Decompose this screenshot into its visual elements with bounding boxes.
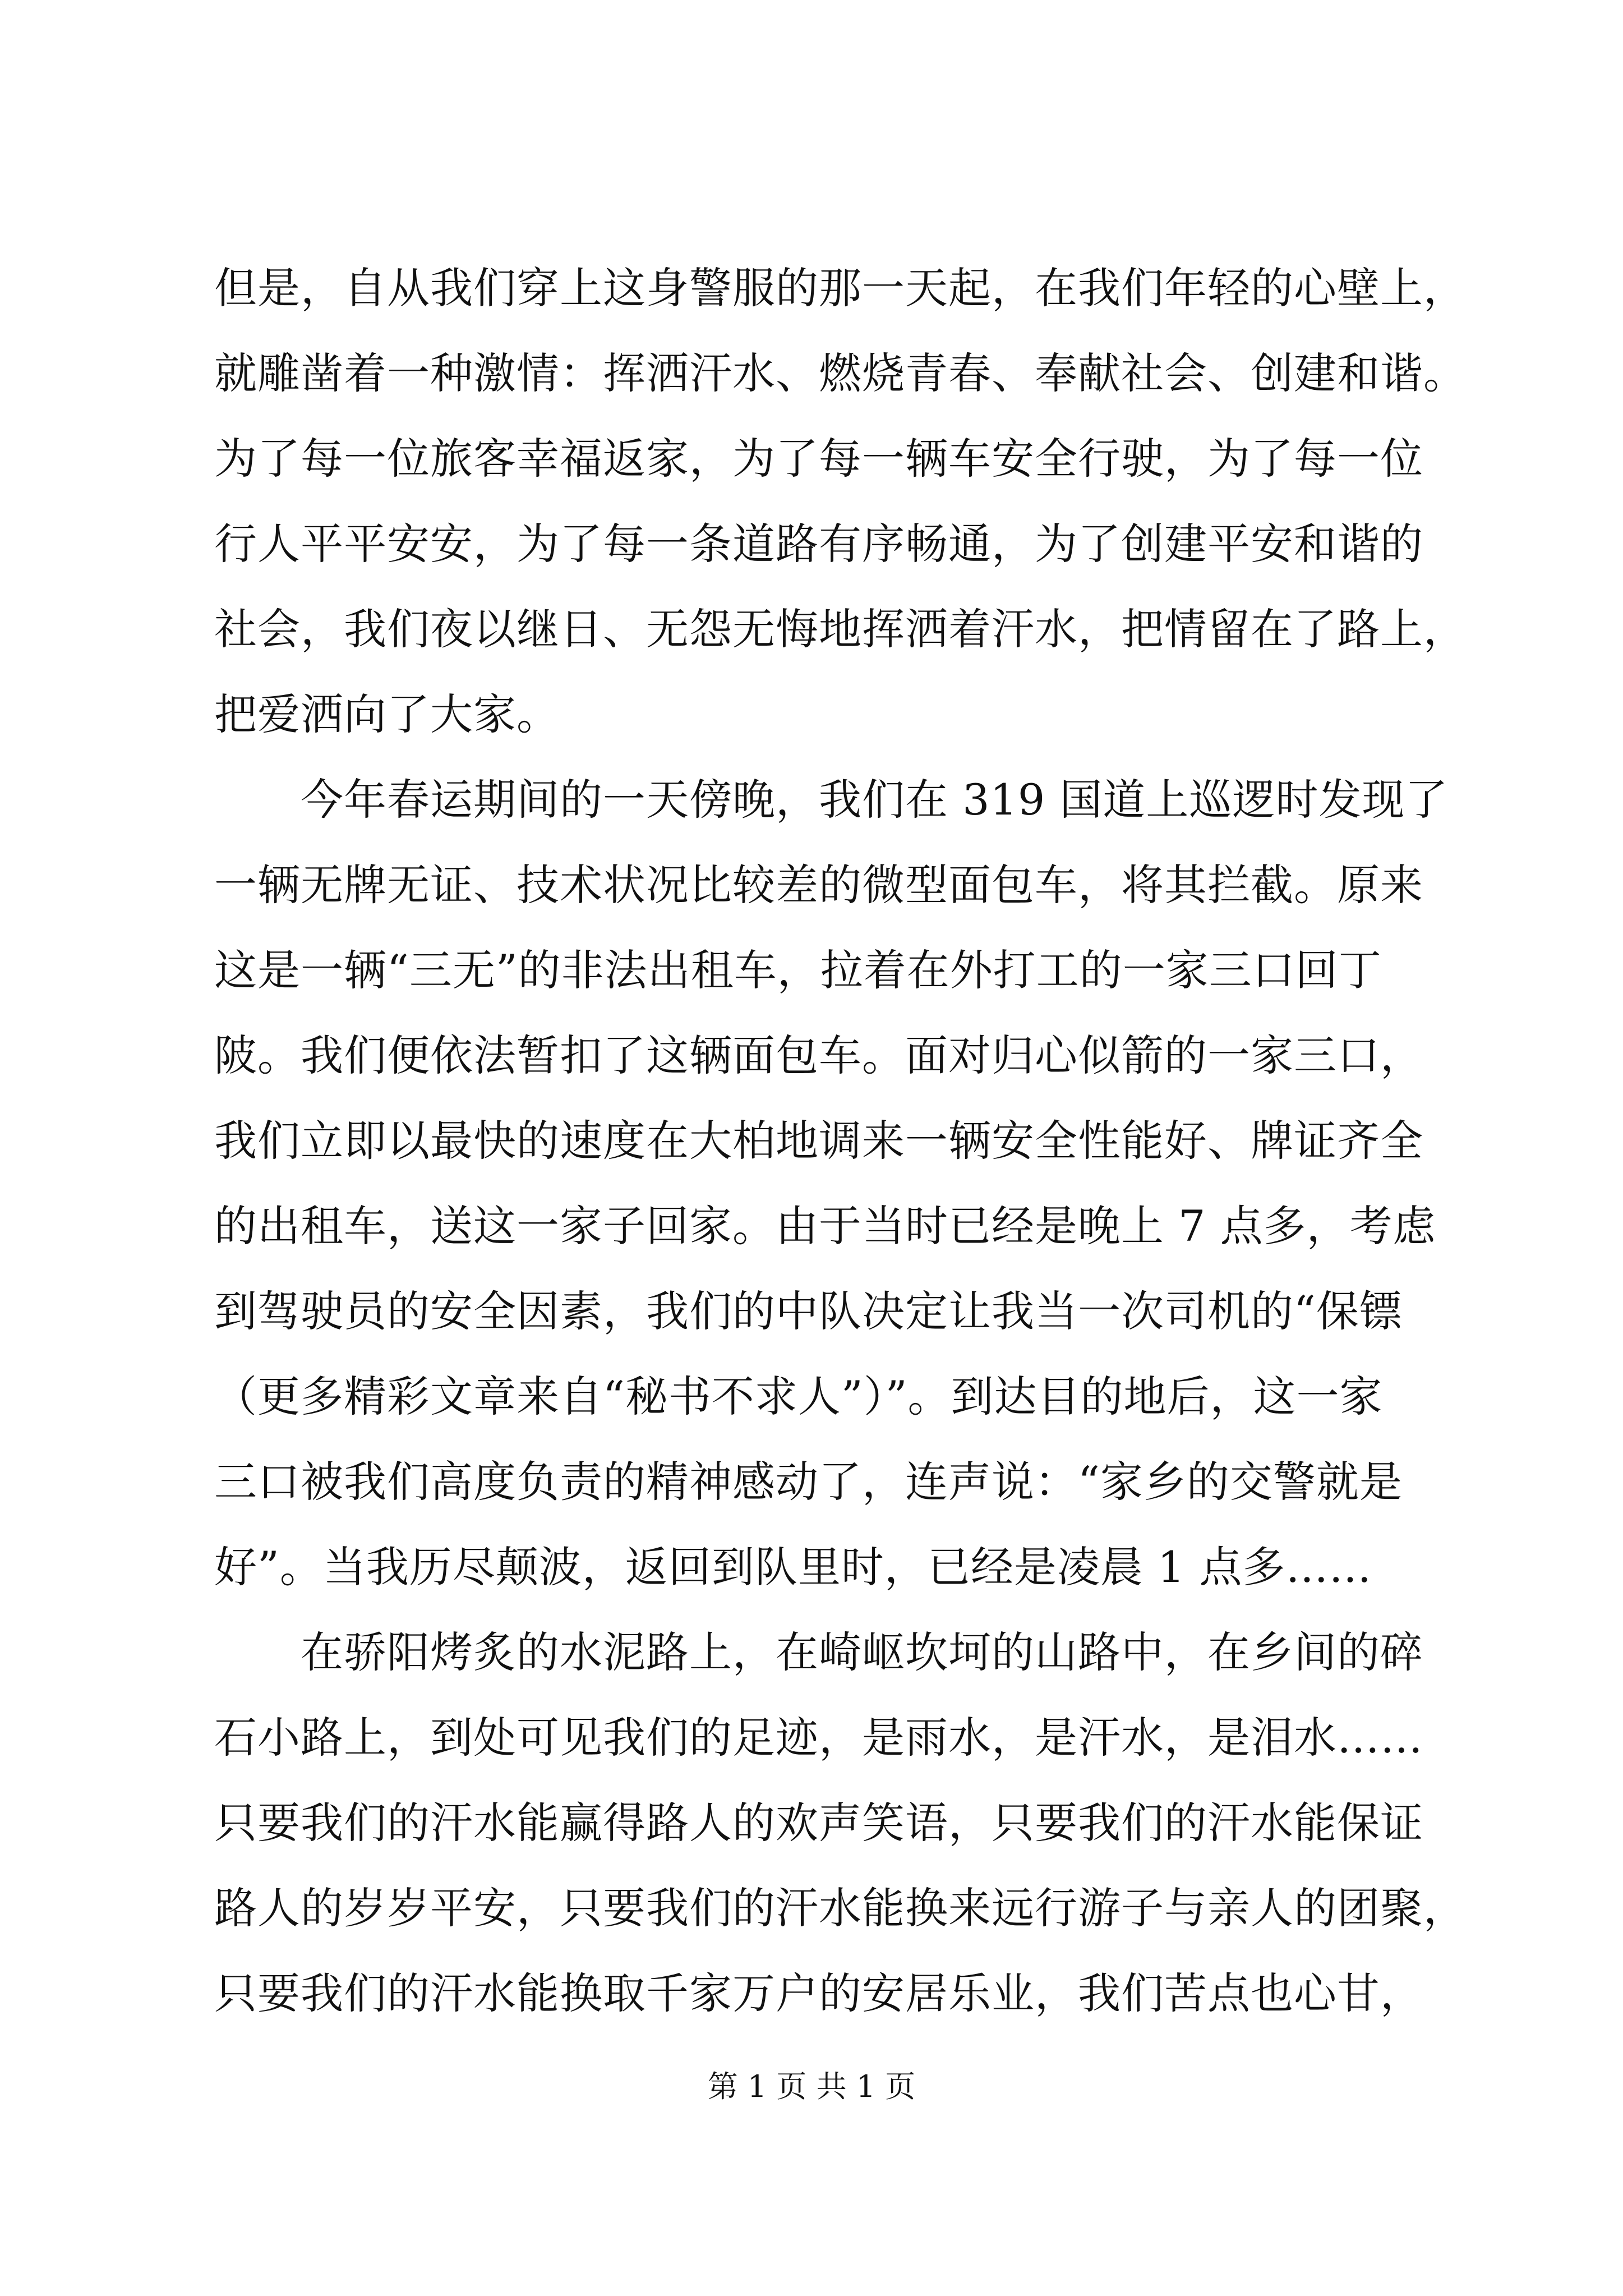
text-line: 只要我们的汗水能换取千家万户的安居乐业，我们苦点也心甘， <box>214 1968 1423 2018</box>
text-line: 就雕凿着一种激情：挥洒汗水、燃烧青春、奉献社会、创建和谐。 <box>214 348 1467 398</box>
text-line: 陂。我们便依法暂扣了这辆面包车。面对归心似箭的一家三口， <box>214 1030 1423 1080</box>
text-line: 为了每一位旅客幸福返家，为了每一辆车安全行驶，为了每一位 <box>214 434 1423 484</box>
text-line: 今年春运期间的一天傍晚，我们在 319 国道上巡逻时发现了 <box>214 775 1449 825</box>
document-body <box>214 246 1470 2036</box>
text-line: 路人的岁岁平安，只要我们的汗水能换来远行游子与亲人的团聚， <box>214 1883 1467 1933</box>
text-line: 的出租车，送这一家子回家。由于当时已经是晚上 7 点多，考虑 <box>214 1201 1436 1251</box>
text-line: 把爱洒向了大家。 <box>214 689 560 739</box>
text-line: 一辆无牌无证、技术状况比较差的微型面包车，将其拦截。原来 <box>214 860 1423 910</box>
text-line: 只要我们的汗水能赢得路人的欢声笑语，只要我们的汗水能保证 <box>214 1798 1423 1848</box>
page-number-label: 第 1 页 共 1 页 <box>707 2069 916 2104</box>
text-line: 在骄阳烤炙的水泥路上，在崎岖坎坷的山路中，在乡间的碎 <box>214 1627 1423 1677</box>
text-line: 这是一辆“三无”的非法出租车，拉着在外打工的一家三口回丁 <box>214 945 1382 995</box>
text-line: 但是，自从我们穿上这身警服的那一天起，在我们年轻的心壁上， <box>214 263 1467 313</box>
text-line: 三口被我们高度负责的精神感动了，连声说：“家乡的交警就是 <box>214 1457 1403 1507</box>
text-line: 到驾驶员的安全因素，我们的中队决定让我当一次司机的“保镖 <box>214 1286 1403 1336</box>
text-line: （更多精彩文章来自“秘书不求人”）”。到达目的地后，这一家 <box>214 1372 1383 1421</box>
text-line: 石小路上，到处可见我们的足迹，是雨水，是汗水，是泪水…… <box>214 1713 1423 1763</box>
text-line: 社会，我们夜以继日、无怨无悔地挥洒着汗水，把情留在了路上， <box>214 604 1467 654</box>
text-line: 行人平平安安，为了每一条道路有序畅通，为了创建平安和谐的 <box>214 519 1423 569</box>
text-line: 好”。当我历尽颠波，返回到队里时，已经是凌晨 1 点多…… <box>214 1542 1372 1592</box>
text-line: 我们立即以最快的速度在大柏地调来一辆安全性能好、牌证齐全 <box>214 1116 1423 1166</box>
page-footer <box>0 2064 1623 2109</box>
